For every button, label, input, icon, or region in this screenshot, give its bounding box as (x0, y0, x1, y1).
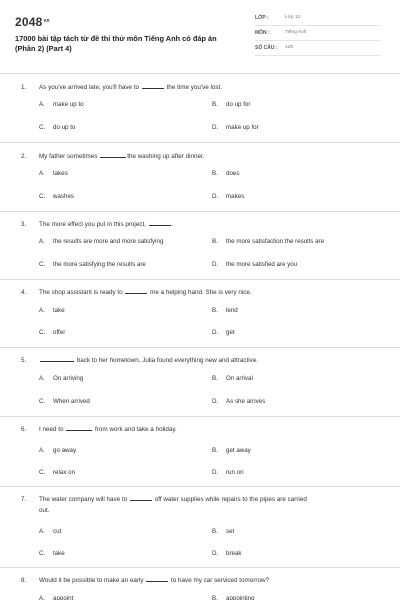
question-2 (21, 151, 383, 161)
option-letter: A. (39, 447, 45, 454)
question-text-before: The shop assistant is ready to (39, 289, 123, 296)
header-divider (0, 73, 400, 74)
title-line-1: 17000 bài tập tách từ đề thi thử môn Tiếng Anh có đáp án (15, 34, 217, 43)
question-number: 8. (21, 577, 27, 584)
option-c[interactable] (39, 469, 75, 476)
option-text: cut (53, 528, 62, 535)
option-letter: C. (39, 193, 46, 200)
answer-blank (146, 575, 168, 582)
option-text: do up for (226, 101, 251, 108)
option-text: When arrived (53, 398, 90, 405)
option-a[interactable] (39, 595, 73, 600)
option-letter: D. (212, 261, 219, 268)
option-b[interactable] (212, 170, 239, 177)
meta-count (255, 43, 380, 56)
option-d[interactable] (212, 124, 259, 131)
answer-blank (66, 424, 92, 431)
option-letter: B. (212, 528, 218, 535)
question-text-after: the washing up after dinner. (127, 153, 205, 160)
question-divider (0, 486, 400, 487)
option-letter: C. (39, 469, 46, 476)
question-7-continuation: out. (39, 507, 50, 514)
option-letter: D. (212, 329, 219, 336)
option-letter: A. (39, 170, 45, 177)
option-d[interactable] (212, 469, 244, 476)
option-text: take (53, 307, 65, 314)
question-1 (21, 82, 383, 92)
question-text-before: Would it be possible to make an early (39, 577, 144, 584)
option-letter: C. (39, 550, 46, 557)
option-text: run on (226, 469, 244, 476)
option-c[interactable] (39, 398, 90, 405)
option-text: the more satisfaction the results are (226, 238, 325, 245)
option-d[interactable] (212, 329, 235, 336)
question-number: 1. (21, 84, 27, 91)
option-text: the more satisfying the results are (53, 261, 146, 268)
option-a[interactable] (39, 170, 68, 177)
option-b[interactable] (212, 528, 234, 535)
option-letter: C. (39, 124, 46, 131)
option-c[interactable] (39, 261, 146, 268)
question-3 (21, 219, 383, 229)
question-6 (21, 424, 383, 434)
option-letter: A. (39, 307, 45, 314)
question-text-after: to have my car serviced tomorrow? (171, 577, 270, 584)
option-d[interactable] (212, 193, 244, 200)
option-text: relax on (53, 469, 76, 476)
document-header (0, 0, 400, 72)
question-number: 6. (21, 426, 27, 433)
option-letter: D. (212, 193, 219, 200)
option-text: As she arrives (226, 398, 266, 405)
question-divider (0, 142, 400, 143)
option-text: On arriving (53, 375, 84, 382)
answer-blank (40, 355, 74, 362)
question-divider (0, 347, 400, 348)
option-letter: A. (39, 101, 45, 108)
option-a[interactable] (39, 101, 84, 108)
question-number: 2. (21, 153, 27, 160)
question-text-after: . (171, 221, 174, 228)
option-letter: D. (212, 550, 219, 557)
meta-subject-label: MÔN : (255, 30, 270, 36)
option-d[interactable] (212, 550, 241, 557)
meta-subject-value: Tiếng Anh (285, 30, 307, 35)
option-a[interactable] (39, 528, 61, 535)
question-text-after: from work and take a holiday. (95, 426, 177, 433)
question-text-after: me a helping hand. She is very nice. (150, 289, 252, 296)
meta-class-label: LỚP : (255, 15, 269, 21)
question-text-before: I need to (39, 426, 64, 433)
option-letter: B. (212, 447, 218, 454)
option-text: washes (53, 193, 74, 200)
option-c[interactable] (39, 329, 65, 336)
option-text: the more satisfied are you (226, 261, 298, 268)
option-b[interactable] (212, 447, 251, 454)
option-b[interactable] (212, 595, 255, 600)
question-divider (0, 279, 400, 280)
option-text: lend (226, 307, 238, 314)
answer-blank (149, 219, 171, 226)
option-letter: D. (212, 124, 219, 131)
answer-blank (125, 287, 147, 294)
option-text: make up for (226, 124, 259, 131)
question-4 (21, 287, 383, 297)
option-text: does (226, 170, 240, 177)
option-text: make up to (53, 101, 84, 108)
question-text-before: The more effect you put in this project, (39, 221, 146, 228)
option-b[interactable] (212, 375, 253, 382)
option-text: appointing (226, 595, 255, 600)
option-letter: B. (212, 238, 218, 245)
logo-text: 2048 (15, 15, 43, 29)
option-text: take (53, 550, 65, 557)
option-letter: B. (212, 101, 218, 108)
option-text: do up to (53, 124, 76, 131)
option-text: go away (53, 447, 77, 454)
option-text: get (226, 329, 235, 336)
site-logo[interactable] (15, 15, 50, 29)
question-text-before: The water company will have to (39, 496, 128, 503)
option-text: set (226, 528, 235, 535)
option-letter: C. (39, 398, 46, 405)
option-text: offer (53, 329, 66, 336)
option-text: break (226, 550, 242, 557)
question-divider (0, 211, 400, 212)
question-number: 3. (21, 221, 27, 228)
option-text: the results are more and more satisfying (53, 238, 164, 245)
answer-blank (100, 151, 126, 158)
document-title (15, 34, 240, 54)
question-number: 4. (21, 289, 27, 296)
question-text-after: off water supplies while repairs to the pipes are carried (154, 496, 307, 503)
option-letter: A. (39, 375, 45, 382)
option-letter: A. (39, 595, 45, 600)
option-letter: A. (39, 238, 45, 245)
meta-count-value: 426 (285, 45, 294, 50)
question-text-before: My father sometimes (39, 153, 98, 160)
title-line-2: (Phần 2) (Part 4) (15, 44, 72, 53)
option-letter: C. (39, 261, 46, 268)
option-letter: B. (212, 307, 218, 314)
meta-class-value: Lớp 12 (285, 15, 301, 20)
meta-subject (255, 28, 380, 41)
meta-count-label: SỐ CÂU : (255, 45, 278, 51)
question-text-after: back to her hometown, Julia found everything new and attractive. (76, 357, 259, 364)
option-text: On arrival (226, 375, 253, 382)
option-c[interactable] (39, 193, 74, 200)
option-letter: C. (39, 329, 46, 336)
option-c[interactable] (39, 124, 75, 131)
question-divider (0, 567, 400, 568)
option-letter: D. (212, 398, 219, 405)
question-number: 5. (21, 357, 27, 364)
option-letter: B. (212, 170, 218, 177)
option-b[interactable] (212, 101, 250, 108)
question-7 (21, 494, 383, 504)
option-letter: D. (212, 469, 219, 476)
option-text: appoint (53, 595, 74, 600)
option-d[interactable] (212, 398, 265, 405)
option-letter: B. (212, 595, 218, 600)
question-5 (21, 355, 383, 365)
option-text: takes (53, 170, 68, 177)
option-a[interactable] (39, 375, 83, 382)
option-d[interactable] (212, 261, 297, 268)
option-b[interactable] (212, 238, 324, 245)
option-text: get away (226, 447, 251, 454)
answer-blank (130, 494, 152, 501)
question-number: 7. (21, 496, 27, 503)
option-a[interactable] (39, 307, 65, 314)
option-c[interactable] (39, 550, 65, 557)
question-divider (0, 416, 400, 417)
option-letter: A. (39, 528, 45, 535)
option-a[interactable] (39, 447, 76, 454)
option-b[interactable] (212, 307, 238, 314)
option-text: makes (226, 193, 245, 200)
question-text-after: the time you've lost. (166, 84, 223, 91)
question-8 (21, 575, 383, 585)
answer-blank (142, 82, 164, 89)
question-text-before: As you've arrived late, you'll have to (39, 84, 140, 91)
logo-suffix: vn (43, 18, 50, 24)
option-a[interactable] (39, 238, 163, 245)
meta-class (255, 13, 380, 26)
option-letter: B. (212, 375, 218, 382)
